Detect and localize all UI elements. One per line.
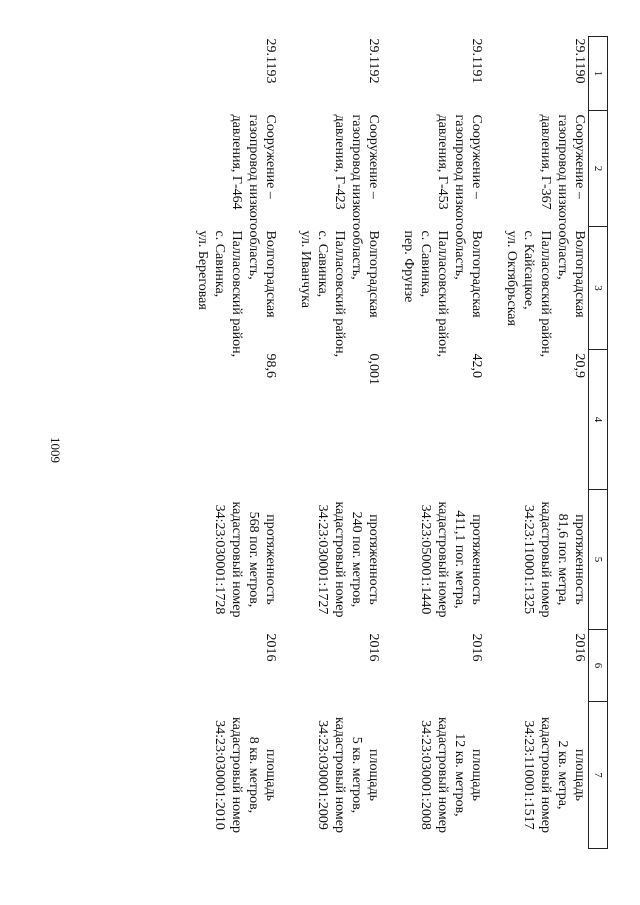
object-name-line: Сооружение – xyxy=(572,114,587,199)
address-line: Палласовский район, xyxy=(332,230,347,358)
extent-line: кадастровый номер xyxy=(538,501,553,618)
area-line: 12 кв. метров, xyxy=(452,733,467,817)
address-line: область, xyxy=(349,230,364,280)
value-cell: 0,001 xyxy=(366,353,381,385)
object-name-cell xyxy=(176,111,279,231)
extent-line: 34:23:110001:1325 xyxy=(521,504,536,615)
registry-table-container xyxy=(88,36,608,848)
area-line: 34:23:030001:2010 xyxy=(212,720,227,830)
header-cell-3: 3 xyxy=(589,227,608,350)
address-line: Волгоградская xyxy=(572,230,587,318)
extent-line: 81,6 пог. метра, xyxy=(555,513,570,606)
address-line: ул. Иванчука xyxy=(298,230,313,308)
address-line: с. Кайсацкое, xyxy=(521,230,536,310)
area-line: 34:23:030001:2009 xyxy=(315,720,330,830)
extent-line: 411,1 пог. метра, xyxy=(452,510,467,609)
area-line: 5 кв. метров, xyxy=(349,736,364,814)
address-cell xyxy=(382,227,485,358)
header-cell-6: 6 xyxy=(589,630,608,702)
object-name-line: Сооружение – xyxy=(469,114,484,199)
address-line: ул. Октябрьская xyxy=(504,230,519,326)
extent-line: 34:23:050001:1440 xyxy=(418,504,433,615)
extent-line: протяженность xyxy=(366,514,381,605)
table-row xyxy=(176,37,279,849)
table-row xyxy=(485,37,589,849)
area-cell xyxy=(176,702,279,849)
area-line: кадастровый номер xyxy=(435,717,450,833)
extent-line: протяженность xyxy=(469,514,484,605)
area-line: 34:23:110001:1517 xyxy=(521,720,536,830)
area-cell xyxy=(382,702,485,849)
row-number-cell: 29.1190 xyxy=(572,38,587,84)
header-cell-2: 2 xyxy=(589,111,608,227)
object-name-line: газопровод низкого xyxy=(246,114,261,231)
object-name-cell xyxy=(485,111,589,231)
object-name-line: давления, Г-453 xyxy=(435,114,450,210)
address-cell xyxy=(485,227,589,358)
address-cell xyxy=(176,227,279,358)
extent-line: протяженность xyxy=(263,514,278,605)
year-cell: 2016 xyxy=(572,633,587,662)
extent-line: 240 пог. метров, xyxy=(349,511,364,608)
extent-line: кадастровый номер xyxy=(229,501,244,618)
area-line: кадастровый номер xyxy=(332,717,347,833)
address-line: область, xyxy=(452,230,467,280)
address-line: Палласовский район, xyxy=(435,230,450,358)
value-cell: 42,0 xyxy=(469,353,484,378)
object-name-cell xyxy=(382,111,485,231)
table-row xyxy=(279,37,382,849)
row-number-cell: 29.1191 xyxy=(469,38,484,84)
header-cell-5: 5 xyxy=(589,490,608,630)
area-line: площадь xyxy=(469,749,484,801)
area-cell xyxy=(279,702,382,849)
address-line: Волгоградская xyxy=(263,230,278,318)
extent-line: 34:23:030001:1728 xyxy=(212,504,227,615)
address-line: Волгоградская xyxy=(469,230,484,318)
extent-line: протяженность xyxy=(572,514,587,605)
extent-cell xyxy=(382,490,485,630)
year-cell: 2016 xyxy=(263,633,278,662)
header-row xyxy=(589,37,608,849)
year-cell: 2016 xyxy=(469,633,484,662)
area-line: площадь xyxy=(263,749,278,801)
extent-cell xyxy=(485,490,589,630)
row-number-cell: 29.1193 xyxy=(263,38,278,84)
object-name-line: Сооружение – xyxy=(263,114,278,199)
registry-table xyxy=(176,36,608,849)
extent-cell xyxy=(279,490,382,630)
header-cell-4: 4 xyxy=(589,350,608,490)
page-number: 1009 xyxy=(48,437,63,463)
address-line: с. Савинка, xyxy=(315,230,330,298)
extent-cell xyxy=(176,490,279,630)
area-line: 8 кв. метров, xyxy=(246,736,261,814)
address-line: область, xyxy=(555,230,570,280)
row-number-cell: 29.1192 xyxy=(366,38,381,84)
address-line: пер. Фрунзе xyxy=(401,230,416,303)
object-name-line: давления, Г-423 xyxy=(332,114,347,210)
address-line: ул. Береговая xyxy=(195,230,210,310)
extent-line: 568 пог. метров, xyxy=(246,511,261,608)
address-cell xyxy=(279,227,382,358)
header-cell-1: 1 xyxy=(589,37,608,111)
address-line: с. Савинка, xyxy=(212,230,227,298)
extent-line: кадастровый номер xyxy=(435,501,450,618)
address-line: Палласовский район, xyxy=(538,230,553,358)
address-line: область, xyxy=(246,230,261,280)
object-name-line: газопровод низкого xyxy=(452,114,467,231)
address-line: Палласовский район, xyxy=(229,230,244,358)
extent-line: кадастровый номер xyxy=(332,501,347,618)
object-name-line: давления, Г-464 xyxy=(229,114,244,210)
object-name-cell xyxy=(279,111,382,231)
table-row xyxy=(382,37,485,849)
area-line: площадь xyxy=(366,749,381,801)
header-cell-7: 7 xyxy=(589,702,608,849)
value-cell: 98,6 xyxy=(263,353,278,378)
area-line: кадастровый номер xyxy=(538,717,553,833)
object-name-line: Сооружение – xyxy=(366,114,381,199)
area-line: площадь xyxy=(572,749,587,801)
area-line: 2 кв. метра, xyxy=(555,740,570,810)
object-name-line: газопровод низкого xyxy=(555,114,570,231)
value-cell: 20,9 xyxy=(572,353,587,378)
area-line: 34:23:030001:2008 xyxy=(418,720,433,830)
object-name-line: давления, Г-367 xyxy=(538,114,553,210)
extent-line: 34:23:030001:1727 xyxy=(315,504,330,615)
area-line: кадастровый номер xyxy=(229,717,244,833)
address-line: Волгоградская xyxy=(366,230,381,318)
year-cell: 2016 xyxy=(366,633,381,662)
area-cell xyxy=(485,702,589,849)
address-line: с. Савинка, xyxy=(418,230,433,298)
object-name-line: газопровод низкого xyxy=(349,114,364,231)
